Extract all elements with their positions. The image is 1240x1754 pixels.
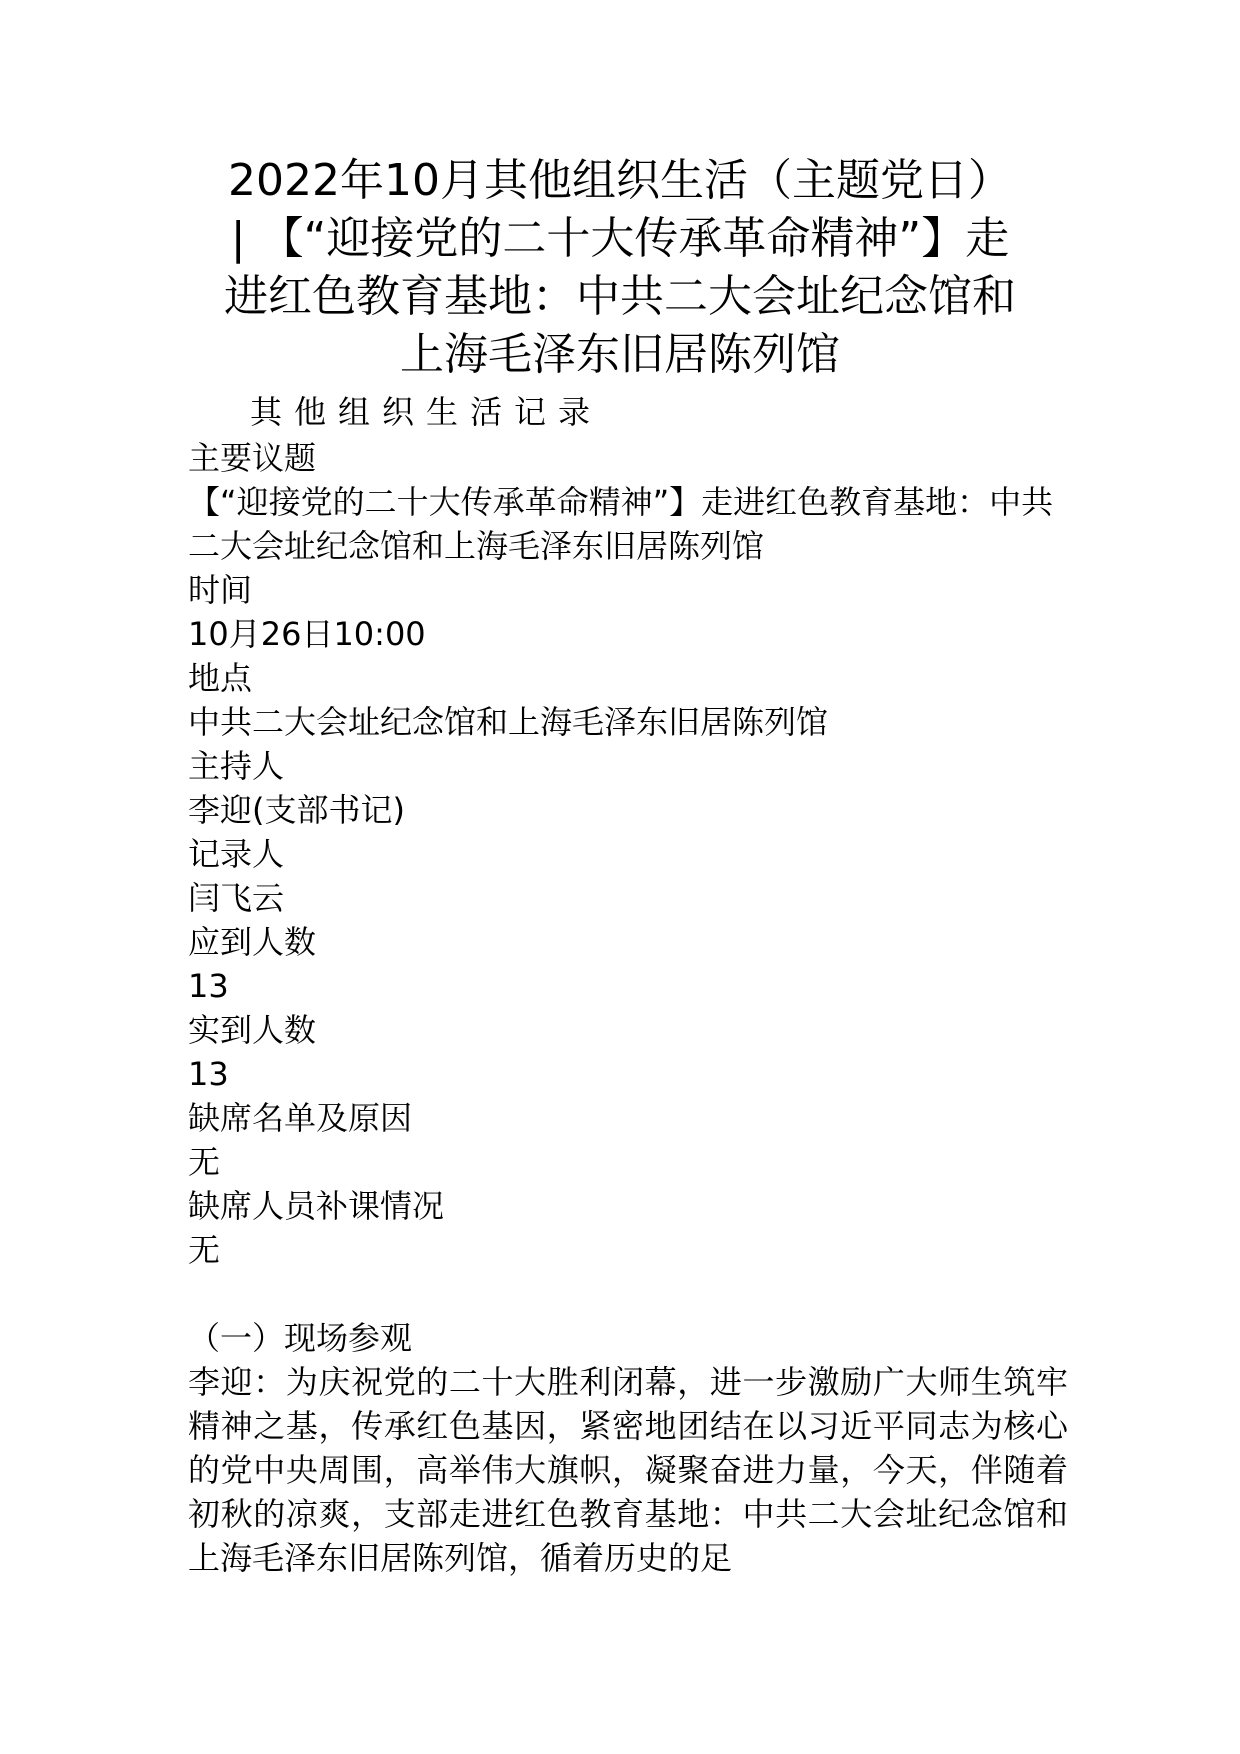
- spacer: [188, 1272, 1068, 1316]
- field-value-location: 中共二大会址纪念馆和上海毛泽东旧居陈列馆: [188, 703, 829, 741]
- field-label-time: 时间: [188, 571, 253, 609]
- field-value-expected-count: 13: [188, 967, 229, 1005]
- field-label-absentees: 缺席名单及原因: [188, 1099, 413, 1137]
- field-value-time: 10月26日10:00: [188, 615, 426, 653]
- field-value-actual-count: 13: [188, 1055, 229, 1093]
- title-line: 上海毛泽东旧居陈列馆: [400, 329, 840, 380]
- field-label-topic: 主要议题: [188, 439, 317, 477]
- record-subtitle: 其他组织生活记录: [250, 393, 603, 431]
- field-value-absentees: 无: [188, 1143, 221, 1181]
- field-label-recorder: 记录人: [188, 835, 285, 873]
- field-value-topic: 【“迎接党的二十大传承革命精神”】走进红色教育基地：中共二大会址纪念馆和上海毛泽东旧居陈列馆: [188, 483, 1054, 565]
- body-paragraph: 李迎：为庆祝党的二十大胜利闭幕，进一步激励广大师生筑牢精神之基，传承红色基因，紧密地团结在以习近平同志为核心的党中央周围，高举伟大旗帜，凝聚奋进力量，今天，伴随着初秋的凉爽，支部走进红色教育基地：中共二大会址纪念馆和上海毛泽东旧居陈列馆，循着历史的足: [188, 1363, 1068, 1577]
- document-title: [180, 152, 1060, 384]
- title-line: 进红色教育基地：中共二大会址纪念馆和: [224, 271, 1016, 322]
- title-line: 2022年10月其他组织生活（主题党日）: [228, 155, 1012, 206]
- field-label-makeup: 缺席人员补课情况: [188, 1187, 445, 1225]
- field-value-makeup: 无: [188, 1231, 221, 1269]
- field-label-actual-count: 实到人数: [188, 1011, 317, 1049]
- field-value-host: 李迎(支部书记): [188, 791, 405, 829]
- field-value-recorder: 闫飞云: [188, 879, 285, 917]
- section-heading: （一）现场参观: [188, 1319, 413, 1357]
- field-label-host: 主持人: [188, 747, 285, 785]
- field-label-location: 地点: [188, 659, 253, 697]
- field-label-expected-count: 应到人数: [188, 923, 317, 961]
- title-line: | 【“迎接党的二十大传承革命精神”】走: [230, 213, 1010, 264]
- record-body: [188, 436, 1068, 1580]
